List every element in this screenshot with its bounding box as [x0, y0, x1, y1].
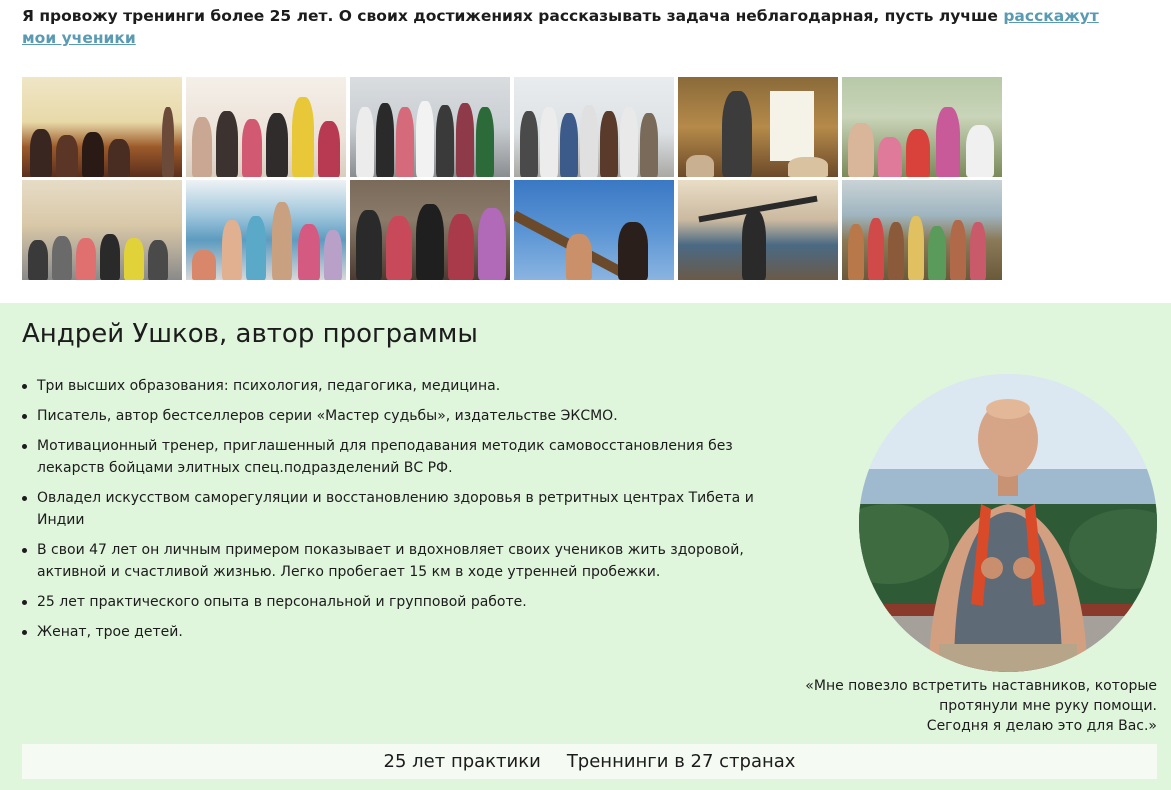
audience-rows-photo[interactable]	[22, 180, 182, 280]
training-group-photo[interactable]	[514, 77, 674, 177]
photo-gallery	[22, 77, 1004, 280]
yacht-party-photo[interactable]	[186, 180, 346, 280]
speaker-flipchart-photo[interactable]	[678, 77, 838, 177]
group-portrait-photo[interactable]	[350, 77, 510, 177]
fact-item: В свои 47 лет он личным примером показывает и вдохновляет своих учеников жить здоровой, активной и счастливой жизнью. Легко пробегает 15 км в ходе утренней пробежки.	[22, 539, 767, 583]
author-facts-list	[22, 375, 767, 651]
author-portrait-image	[859, 374, 1157, 672]
sailing-photo[interactable]	[514, 180, 674, 280]
students-reviews-link[interactable]: расскажут мои ученики	[22, 7, 1099, 47]
intro-statement: Я провожу тренинги более 25 лет. О своих достижениях рассказывать задача неблагодарная, пусть лучше	[22, 7, 1004, 25]
stat-countries: Треннинги в 27 странах	[566, 751, 796, 772]
fact-item: Писатель, автор бестселлеров серии «Мастер судьбы», издательстве ЭКСМО.	[22, 405, 767, 427]
author-quote	[757, 676, 1157, 736]
fact-item: Три высших образования: психология, педагогика, медицина.	[22, 375, 767, 397]
author-title: Андрей Ушков, автор программы	[22, 319, 478, 349]
quote-line: Сегодня я делаю это для Вас.»	[926, 718, 1157, 734]
author-portrait	[859, 374, 1157, 672]
quote-line: протянули мне руку помощи.	[939, 698, 1157, 714]
quote-line: «Мне повезло встретить наставников, которые	[805, 678, 1157, 694]
pirate-party-photo[interactable]	[350, 180, 510, 280]
outdoor-circle-photo[interactable]	[842, 77, 1002, 177]
stats-bar	[22, 744, 1157, 779]
seminar-hall-photo[interactable]	[22, 77, 182, 177]
beach-yoga-photo[interactable]	[678, 180, 838, 280]
intro-text	[22, 5, 1132, 49]
author-section	[0, 303, 1171, 790]
stat-years-practice: 25 лет практики	[383, 751, 541, 772]
beach-group-photo[interactable]	[842, 180, 1002, 280]
fact-item: 25 лет практического опыта в персональной и групповой работе.	[22, 591, 767, 613]
dancing-group-photo[interactable]	[186, 77, 346, 177]
fact-item: Овладел искусством саморегуляции и восстановлению здоровья в ретритных центрах Тибета и Индии	[22, 487, 767, 531]
fact-item: Мотивационный тренер, приглашенный для преподавания методик самовосстановления без лекарств бойцами элитных спец.подразделений ВС РФ.	[22, 435, 767, 479]
fact-item: Женат, трое детей.	[22, 621, 767, 643]
